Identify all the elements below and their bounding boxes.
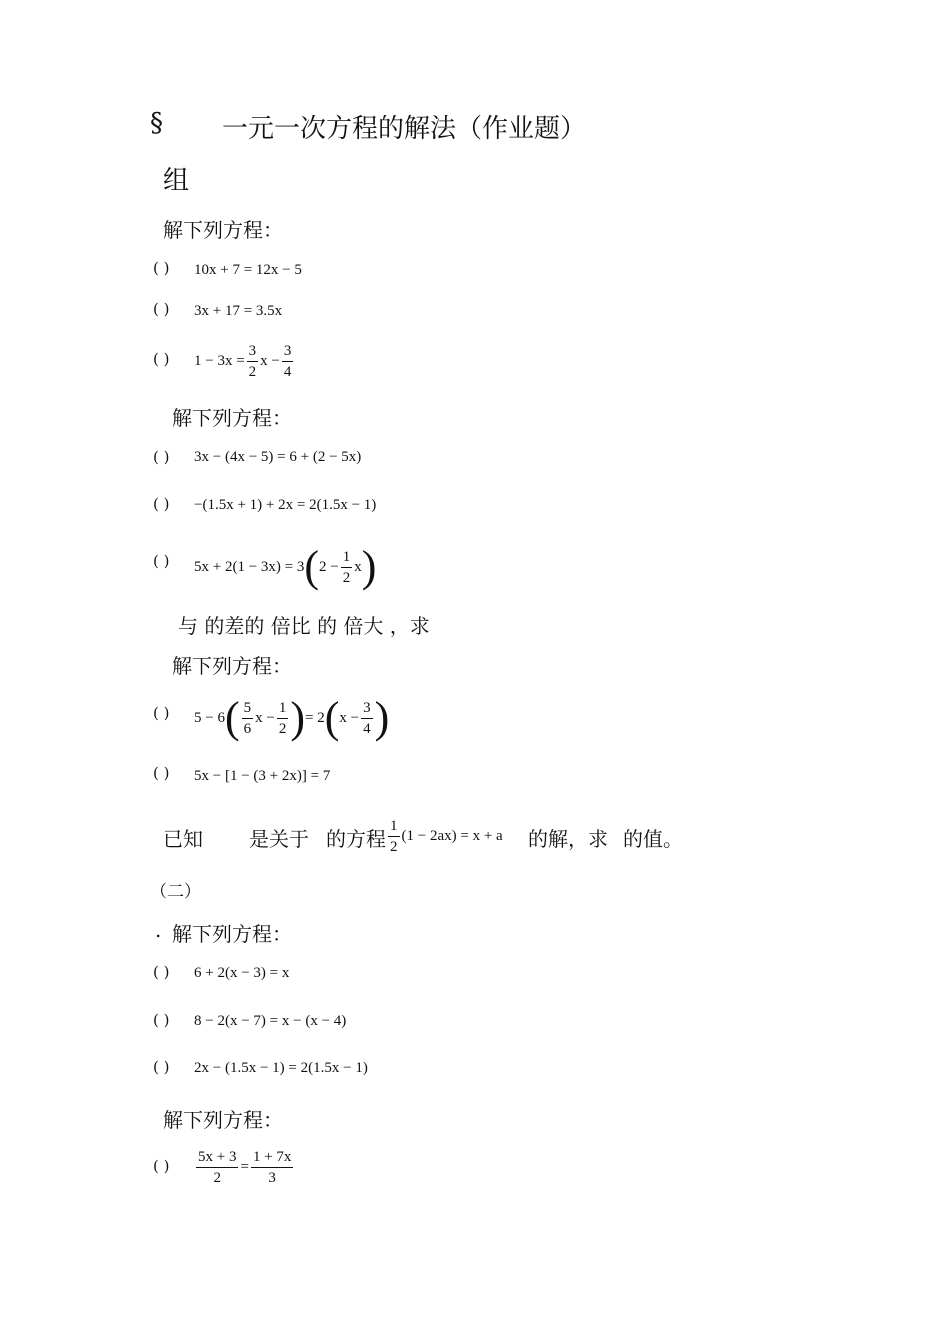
known-text-e: 的值。: [623, 827, 683, 851]
section-label-3: 解下列方程：: [172, 654, 292, 678]
left-paren: (: [224, 693, 240, 742]
known-text-d: 的解，求: [528, 827, 608, 851]
left-paren: (: [304, 542, 320, 591]
section-symbol: §: [150, 108, 163, 138]
question-paren: ( ): [153, 1157, 170, 1175]
equation-12: 2x − (1.5x − 1) = 2(1.5x − 1): [194, 1060, 368, 1076]
question-paren: ( ): [153, 300, 170, 318]
known-text-b: 是关于: [249, 827, 309, 851]
right-paren: ): [290, 693, 305, 742]
question-paren: ( ): [153, 448, 170, 466]
fraction: $\frac{1}{2}$: [390, 818, 398, 855]
page-title: 一元一次方程的解法（作业题）: [222, 114, 587, 144]
fraction: $\frac{1 + 7x}{3}$: [252, 1149, 292, 1186]
known-text-a: 已知: [163, 827, 203, 851]
question-paren: ( ): [153, 1011, 170, 1029]
question-paren: ( ): [153, 350, 170, 368]
fraction: $\frac{3}{4}$: [363, 699, 371, 737]
question-paren: ( ): [153, 259, 170, 277]
equation-10: 6 + 2(x − 3) = x: [194, 965, 290, 981]
section-label-1: 解下列方程：: [163, 218, 283, 242]
question-paren: ( ): [153, 704, 170, 722]
equation-9: $\frac{1}{2}$ (1 − 2ax) = x + a: [390, 818, 503, 855]
question-paren: ( ): [153, 1058, 170, 1076]
equation-11: 8 − 2(x − 7) = x − (x − 4): [194, 1013, 347, 1029]
equation-6: 5x + 2(1 − 3x) = 3 ( 2 − $\frac{1}{2}$ x ): [194, 542, 377, 591]
equation-3: 1 − 3x = $\frac{3}{2}$ x − $\frac{3}{4}$: [194, 343, 292, 380]
question-paren: ( ): [153, 764, 170, 782]
fraction: $\frac{3}{4}$: [283, 343, 292, 380]
section-label-4: 解下列方程：: [172, 922, 292, 946]
equation-8: 5x − [1 − (3 + 2x)] = 7: [194, 768, 331, 784]
question-paren: ( ): [153, 495, 170, 513]
section-label-2: 解下列方程：: [172, 406, 292, 430]
equation-7: 5 − 6 ( $\frac{5}{6}$ x − $\frac{1}{2}$ ) = 2 ( x − $\frac{3}{4}$ ): [194, 693, 390, 742]
word-problem: 与 的差的 倍比 的 倍大 ，求: [178, 614, 430, 638]
question-paren: ( ): [153, 963, 170, 981]
section-label-5: 解下列方程：: [163, 1108, 283, 1132]
fraction: $\frac{3}{2}$: [248, 343, 257, 380]
question-paren: ( ): [153, 552, 170, 570]
part-two-label: （二）: [150, 882, 201, 902]
right-paren: ): [374, 693, 390, 742]
right-paren: ): [361, 542, 377, 591]
equation-4: 3x − (4x − 5) = 6 + (2 − 5x): [194, 449, 362, 465]
equation-5: −(1.5x + 1) + 2x = 2(1.5x − 1): [194, 497, 377, 513]
list-dot: .: [155, 918, 162, 942]
fraction: $\frac{5x + 3}{2}$: [198, 1149, 237, 1186]
fraction: $\frac{1}{2}$: [342, 548, 351, 586]
left-paren: (: [324, 693, 340, 742]
equation-2: 3x + 17 = 3.5x: [194, 303, 283, 319]
group-label: 组: [163, 166, 190, 196]
equation-13: $\frac{5x + 3}{2}$ = $\frac{1 + 7x}{3}$: [198, 1149, 292, 1186]
known-text-c: 的方程: [326, 827, 386, 851]
fraction: $\frac{5}{6}$: [243, 699, 252, 737]
equation-1: 10x + 7 = 12x − 5: [194, 262, 302, 278]
fraction: $\frac{1}{2}$: [278, 699, 287, 737]
